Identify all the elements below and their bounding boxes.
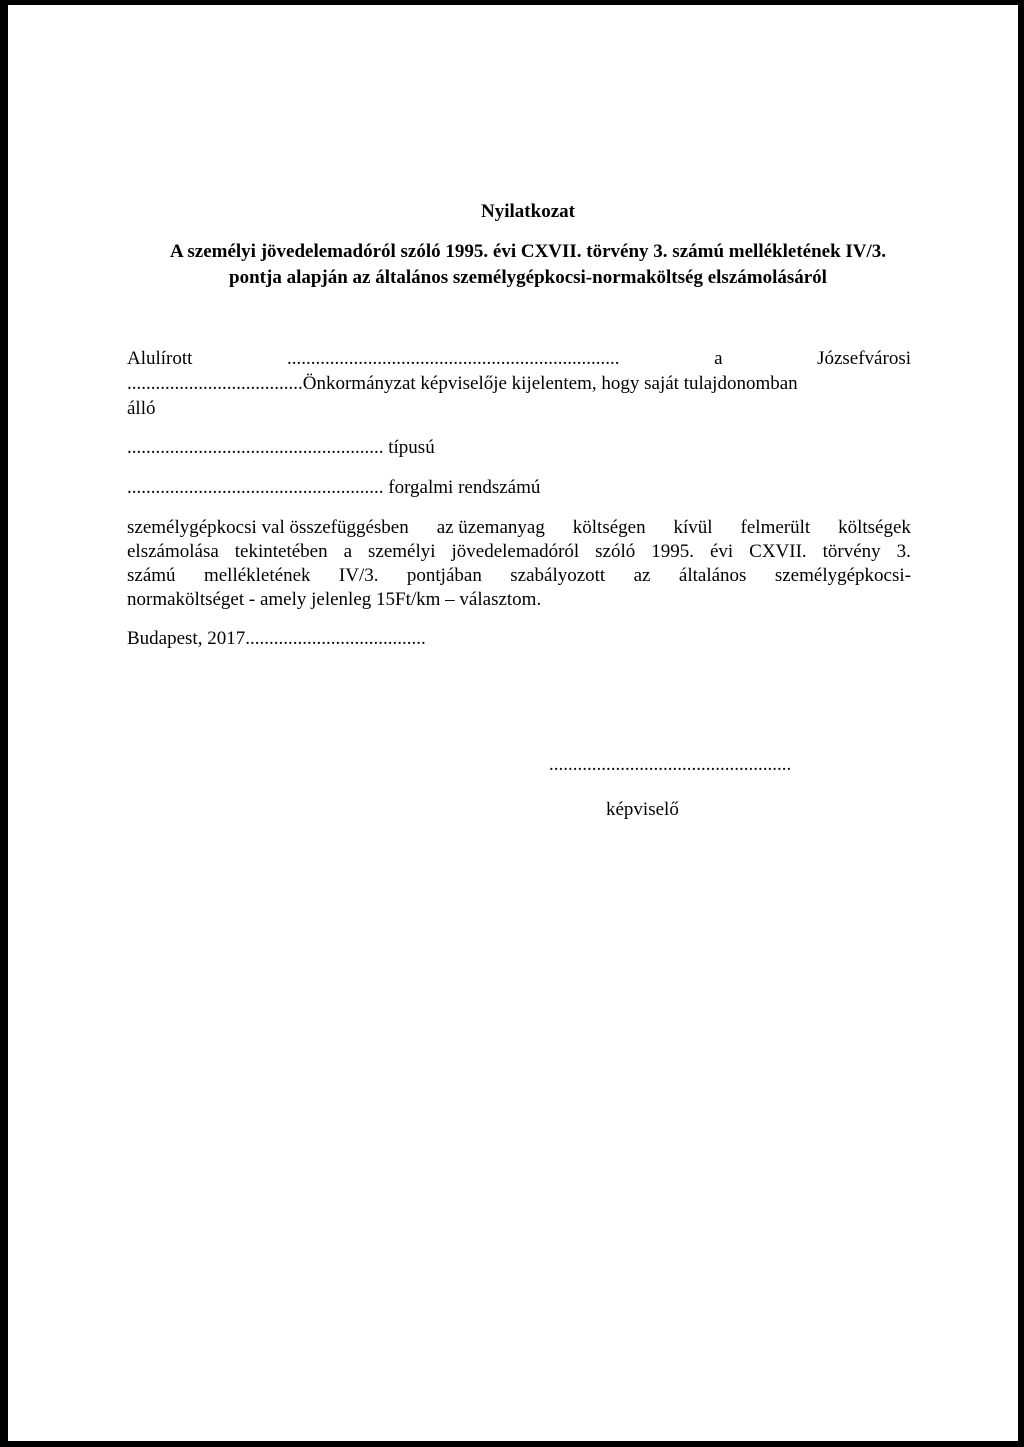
paragraph-word: az üzemanyag	[436, 517, 545, 538]
paragraph-word: jövedelemadóról	[451, 541, 580, 562]
declaration-jozsefvarosi: Józsefvárosi	[817, 348, 911, 369]
vehicle-plate-line	[127, 478, 540, 497]
paragraph-word: felmerült	[740, 517, 811, 538]
declaration-a: a	[714, 348, 723, 369]
subtitle-line-1: A személyi jövedelemadóról szóló 1995. évi CXVII. törvény 3. számú mellékletének IV/3.	[169, 241, 887, 262]
paragraph-word: általános	[678, 565, 747, 586]
paragraph-line-3	[127, 566, 911, 585]
declaration-alulirott: Alulírott	[127, 348, 193, 369]
signature-line: ...................................................	[549, 754, 792, 775]
vehicle-type-blank: ......................................................	[127, 437, 384, 458]
paragraph-word: évi	[709, 541, 734, 562]
declaration-line-2	[127, 374, 798, 393]
subtitle-line-2: pontja alapján az általános személygépkocsi-normaköltség elszámolásáról	[229, 267, 827, 288]
paragraph-word: költségek	[838, 517, 911, 538]
paragraph-word: elszámolása	[127, 541, 219, 562]
vehicle-plate-blank: ......................................................	[127, 477, 384, 498]
paragraph-word: 1995.	[651, 541, 694, 562]
paragraph-word: szabályozott	[510, 565, 606, 586]
paragraph-word: mellékletének	[203, 565, 311, 586]
paragraph-word: az	[633, 565, 651, 586]
vehicle-plate-label: forgalmi rendszámú	[388, 477, 541, 498]
signature-label: képviselő	[606, 799, 679, 820]
paragraph-line-4: normaköltséget - amely jelenleg 15Ft/km – választom.	[127, 589, 542, 610]
paragraph-word: kívül	[673, 517, 713, 538]
declaration-line-3: álló	[127, 398, 156, 419]
paragraph-word: személyi	[368, 541, 436, 562]
name-blank: ......................................................................	[287, 348, 620, 369]
paragraph-word: IV/3.	[338, 565, 379, 586]
place-date-line	[127, 629, 426, 648]
vehicle-type-line	[127, 438, 435, 457]
vehicle-type-label: típusú	[388, 437, 435, 458]
document-title: Nyilatkozat	[481, 201, 575, 222]
paragraph-word: pontjában	[406, 565, 482, 586]
paragraph-line-2	[127, 542, 911, 561]
paragraph-line-1	[127, 518, 911, 537]
paragraph-word: 3.	[896, 541, 911, 562]
paragraph-word: személygépkocsi-	[774, 565, 911, 586]
paragraph-word: a	[343, 541, 353, 562]
declaration-line-1	[127, 349, 911, 368]
paragraph-word: személygépkocsi val összefüggésben	[127, 517, 409, 538]
place-date-text: Budapest, 2017.	[127, 628, 250, 649]
paragraph-word: törvény	[822, 541, 881, 562]
paragraph-word: tekintetében	[234, 541, 328, 562]
paragraph-word: számú	[127, 565, 176, 586]
paragraph-word: CXVII.	[749, 541, 807, 562]
council-blank: .....................................	[127, 373, 303, 394]
date-blank: .....................................	[249, 628, 426, 649]
paragraph-word: szóló	[595, 541, 636, 562]
document-page	[8, 5, 1018, 1441]
paragraph-word: költségen	[572, 517, 646, 538]
declaration-onkormanyzat: Önkormányzat képviselője kijelentem, hogy saját tulajdonomban	[302, 373, 798, 394]
